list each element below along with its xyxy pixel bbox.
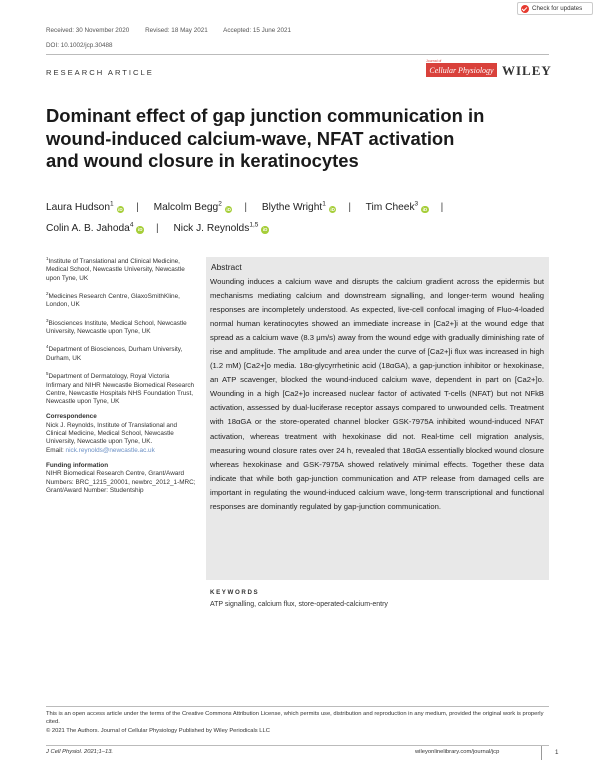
page-title: Dominant effect of gap junction communication in wound-induced calcium-wave, NFAT activation and wound closure in keratinocytes [46, 105, 485, 171]
author-item[interactable]: Nick J. Reynolds$^{1,5}$iD [173, 221, 268, 234]
publisher-logo[interactable]: WILEY [502, 63, 552, 78]
orcid-icon[interactable]: iD [422, 206, 428, 212]
affiliation-item: $^1$Institute of Translational and Clinical Medicine, Medical School, Newcastle University, Newcastle upon Tyne, UK [46, 256, 185, 282]
license-divider [46, 706, 549, 707]
header-divider [46, 54, 549, 55]
license-line: This is an open access article under the terms of the Creative Commons Attribution License, which permits use, distribution and reproduction in any medium, provided the original work is properly cited. [46, 711, 544, 726]
keywords-heading: KEYWORDS [210, 589, 260, 596]
author-item[interactable]: Colin A. B. Jahoda$^4$iD [46, 221, 143, 234]
correspondence-text: Nick J. Reynolds, Institute of Translational and Clinical Medicine, Medical School, Newcastle University, Newcastle upon Tyne, UK. Email: nick.reynolds@newcastle.ac.uk [46, 421, 178, 454]
author-item[interactable]: Malcolm Begg$^2$iD [153, 201, 231, 214]
funding-text: NIHR Biomedical Research Centre, Grant/Award Numbers: BRC_1215_20001, newbrc_2012_1-MRC; Grant/Award Number: Studentship [46, 470, 196, 494]
orcid-icon[interactable]: iD [330, 206, 335, 212]
orcid-icon[interactable]: iD [137, 227, 143, 233]
footer-divider [46, 745, 549, 746]
journal-citation: J Cell Physiol. 2021;1–13. [46, 749, 114, 755]
author-item[interactable]: Tim Cheek$^3$iD [365, 201, 428, 214]
orcid-icon[interactable]: iD [226, 206, 231, 212]
affiliation-item: $^4$Department of Biosciences, Durham University, Durham, UK [46, 344, 183, 362]
check-updates-icon [521, 5, 529, 13]
copyright-line: © 2021 The Authors. Journal of Cellular Physiology Published by Wiley Periodicals LLC [46, 727, 270, 734]
license-text [46, 710, 551, 735]
revised-date: Revised: 18 May 2021 [145, 27, 208, 34]
abstract-text: Wounding induces a calcium wave and disrupts the calcium gradient across the epidermis but mechanisms mediating calcium and downstream signalling, and longer-term wound healing responses are incompletely understood. As expected, live-cell confocal imaging of Fluo-4-loaded normal human keratinocytes showed an immediate increase in [Ca2+]i at the wound edge that spread as a calcium wave (8.3 μm/s) away from the wound edge with gradually diminishing rate of rise and amplitude. The amplitude and area under the curve of [Ca2+]i flux was increased in high (1.2 mM) [Ca2+]o media. 18α-glycyrrhetinic acid (18αGA), a gap-junction inhibitor or hexokinase, an ATP scavenger, blocked the wound-induced calcium wave, dependent in part on [Ca2+]o. Wounding in a high [Ca2+]o increased nuclear factor of activated T-cells (NFAT) but not NFkB activation, assessed by dual-luciferase receptor assays compared to unwounded cells. Treatment with 18αGA or the store-operated channel blocker GSK-7975A inhibited wound-induced NFAT activation, whereas treatment with hexokinase did not. Real-time cell migration analysis, measuring wound closure rates over 24 h, revealed that 18αGA essentially blocked wound closure whereas hexokinase and GSK-7975A showed relatively minimal effects. Together these data indicate that while both gap-junction communication and ATP release from damaged cells are important in regulating the wound-induced calcium wave, long-term transcriptional and functional responses are dominantly regulated by gap-junction communication. [210, 277, 544, 511]
author-item[interactable]: Blythe Wright$^1$iD [261, 201, 335, 214]
page-number: 1 [555, 749, 559, 756]
orcid-icon[interactable]: iD [262, 227, 268, 233]
article-type: RESEARCH ARTICLE [46, 68, 154, 77]
journal-logo-small-text: Journal of [426, 59, 442, 63]
affiliation-item: $^2$Medicines Research Centre, GlaxoSmithKline, London, UK [46, 291, 180, 309]
article-dates [46, 27, 305, 34]
doi[interactable]: DOI: 10.1002/jcp.30488 [46, 42, 113, 49]
received-date: Received: 30 November 2020 [46, 27, 130, 34]
abstract-heading: Abstract [211, 262, 242, 272]
accepted-date: Accepted: 15 June 2021 [223, 27, 292, 34]
affiliations-sidebar [46, 255, 196, 502]
affiliation-item: $^3$Biosciences Institute, Medical School, Newcastle University, Newcastle upon Tyne, UK [46, 317, 187, 336]
orcid-icon[interactable]: iD [118, 206, 123, 212]
journal-logo[interactable]: Cellular Physiology [426, 63, 497, 77]
journal-url-link[interactable]: wileyonlinelibrary.com/journal/jcp [415, 749, 500, 755]
check-updates-label: Check for updates [532, 5, 583, 12]
keywords-text: ATP signalling, calcium flux, store-operated-calcium-entry [210, 601, 388, 608]
author-list: Laura Hudson$^1$iD | Malcolm Begg$^2$iD | Blythe Wright$^1$iD | Tim Cheek$^3$iD | Colin A. B. Jahoda$^4$iD | Nick J. Reynolds$^{1,5}$iD [46, 201, 444, 234]
correspondence-heading: Correspondence [46, 413, 97, 421]
check-updates-button[interactable] [517, 2, 593, 15]
affiliation-item: $^5$Department of Dermatology, Royal Victoria Infirmary and NIHR Newcastle Biomedical Research Centre, Newcastle Hospitals NHS Foundation Trust, Newcastle upon Tyne, UK [46, 371, 195, 406]
funding-heading: Funding information [46, 461, 109, 469]
author-item[interactable]: Laura Hudson$^1$iD [46, 201, 123, 214]
footer-separator [541, 746, 542, 760]
email-link[interactable]: nick.reynolds@newcastle.ac.uk [65, 446, 155, 454]
